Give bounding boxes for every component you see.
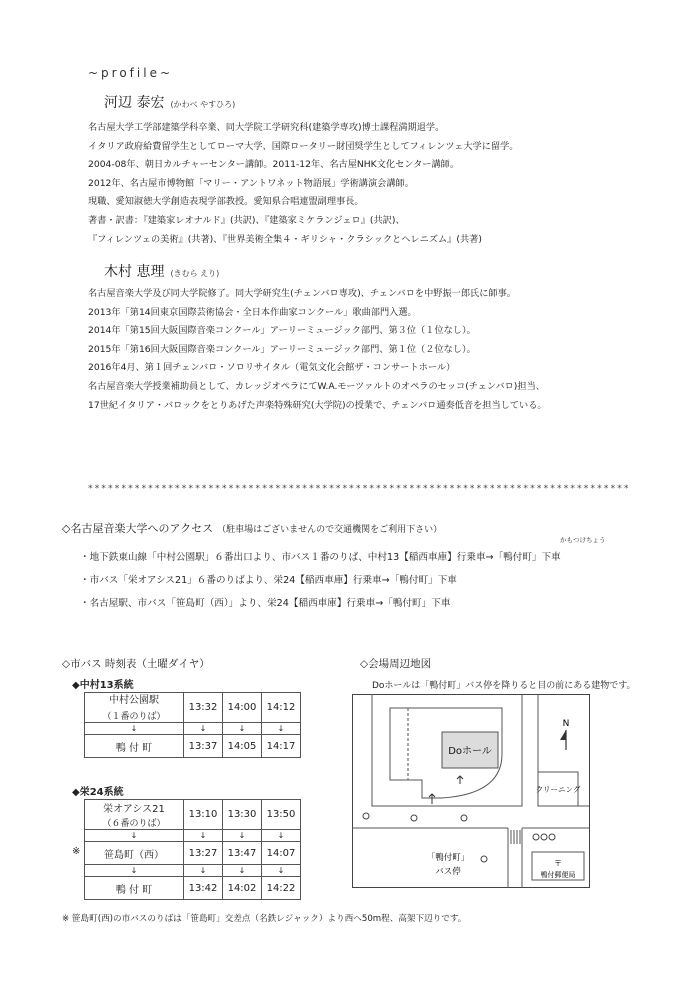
- bio-line: 17世紀イタリア・バロックをとりあげた声楽特殊研究(大学院)の授業で、チェンバロ通奏低音を担当している。: [88, 399, 547, 411]
- arrow: ↓: [85, 723, 184, 735]
- route2-middle: 13:27: [184, 842, 223, 865]
- venue-map: [352, 694, 590, 888]
- north-label: N: [562, 719, 570, 729]
- route2-arrive: 13:42: [184, 877, 223, 900]
- bio-line: 2016年4月、第１回チェンバロ・ソロリサイタル（電気文化会館ザ・コンサートホール）: [88, 362, 456, 374]
- bio-line: 2015年「第16回大阪国際音楽コンクール」アーリーミュージック部門、第１位（２位なし）。: [88, 343, 476, 355]
- bio-line: イタリア政府給費留学生としてローマ大学、国際ロータリー財団奨学生としてフィレンツェ大学に留学。: [88, 140, 519, 152]
- route2-table: [84, 799, 301, 900]
- timetable-title: ◇市バス 時刻表（土曜ダイヤ）: [62, 658, 210, 670]
- arrow: ↓: [85, 830, 184, 842]
- route1-stop1-sub: （１番のりば）: [85, 709, 184, 723]
- bio-line: 現職、愛知淑徳大学創造表現学部教授。愛知県合唱連盟副理事長。: [88, 196, 364, 208]
- route1-depart: 13:32: [184, 693, 223, 723]
- bio-line: 名古屋音楽大学及び同大学院修了。同大学研究生(チェンバロ専攻)、チェンバロを中野振一郎氏に師事。: [88, 288, 516, 299]
- access-title: ◇名古屋音楽大学へのアクセス: [62, 522, 214, 535]
- route2-stop-last: 鴨 付 町: [85, 877, 184, 900]
- furigana: かもつけちょう: [560, 536, 606, 544]
- person2-kana: (きむら えり): [170, 269, 220, 278]
- footnote: ※ 笹島町(西)の市バスのりばは「笹島町」交差点（名鉄レジャック）より西へ50m程、高架下辺りです。: [62, 914, 467, 924]
- route1-arrive: 14:05: [223, 735, 262, 758]
- separator: *********************************************************************************: [88, 484, 631, 494]
- access-note: （駐車場はございませんので交通機関をご利用下さい）: [217, 525, 443, 535]
- person1-bio: [88, 119, 518, 249]
- access-title-block: [62, 520, 442, 536]
- stop2-mark: ※: [72, 846, 81, 857]
- cleaning-label: クリーニング: [535, 785, 581, 794]
- bio-line: 名古屋音楽大学授業補助員として、カレッジオペラにてW.A.モーツァルトのオペラのセッコ(チェンバロ)担当、: [88, 380, 545, 392]
- post-office-label: 鴨付郵便局: [540, 871, 576, 879]
- bio-line: 2012年、名古屋市博物館「マリー・アントワネット物語展」学術講演会講師。: [88, 177, 414, 189]
- route1-table: [84, 692, 301, 758]
- arrow: ↓: [262, 830, 301, 842]
- arrow: ↓: [223, 865, 262, 877]
- arrow: ↓: [184, 723, 223, 735]
- arrow: ↓: [184, 865, 223, 877]
- bio-line: 『フィレンツェの美術』(共著)、『世界美術全集４・ギリシャ・クラシックとヘレニズム』(共著): [88, 233, 482, 245]
- person1-name: 河辺 泰宏: [104, 95, 165, 111]
- bio-line: 名古屋大学工学部建築学科卒業、同大学院工学研究科(建築学専攻)博士課程満期退学。: [88, 122, 445, 133]
- route1-stop1: 中村公園駅: [85, 693, 184, 709]
- route1-depart: 14:12: [262, 693, 301, 723]
- route1-depart: 14:00: [223, 693, 262, 723]
- bus-stop-sub: バス停: [435, 867, 461, 877]
- bio-line: 2013年「第14回東京国際芸術協会・全日本作曲家コンクール」歌曲部門入選。: [88, 306, 417, 318]
- route1-arrive: 13:37: [184, 735, 223, 758]
- route2-title: ◆栄24系統: [72, 787, 124, 798]
- person2-bio: [88, 285, 547, 415]
- arrow: ↓: [223, 830, 262, 842]
- arrow: ↓: [184, 830, 223, 842]
- route2-depart: 13:30: [223, 800, 262, 830]
- bio-line: 2004-08年、朝日カルチャーセンター講師。2011-12年、名古屋NHK文化センター講師。: [88, 159, 460, 171]
- arrow: ↓: [223, 723, 262, 735]
- profile-heading: ~profile~: [88, 66, 174, 80]
- route2-stop1-sub: （６番のりば）: [85, 816, 184, 830]
- post-office-icon: 〒: [554, 859, 562, 868]
- route1-arrive: 14:17: [262, 735, 301, 758]
- route-line: ・市バス「栄オアシス21」６番のりばより、栄24【稲西車庫】行乗車→「鴨付町」下車: [80, 575, 457, 586]
- route2-depart: 13:10: [184, 800, 223, 830]
- arrow: ↓: [262, 865, 301, 877]
- map-note: Doホールは「鴨付町」バス停を降りると目の前にある建物です。: [372, 681, 636, 691]
- route2-arrive: 14:22: [262, 877, 301, 900]
- route2-depart: 13:50: [262, 800, 301, 830]
- person1-kana: (かわべ やすひろ): [170, 100, 236, 109]
- access-routes: [80, 546, 561, 615]
- route2-middle: 14:07: [262, 842, 301, 865]
- route1-title: ◆中村13系統: [72, 680, 134, 691]
- route2-stop2: 笹島町（西）: [85, 842, 184, 865]
- route-line: ・名古屋駅、市バス「笹島町（西）」より、栄24【稲西車庫】行乗車→「鴨付町」下車: [80, 598, 451, 609]
- arrow: ↓: [85, 865, 184, 877]
- bio-line: 2014年「第15回大阪国際音楽コンクール」アーリーミュージック部門、第３位（１位なし）。: [88, 325, 476, 337]
- route2-middle: 13:47: [223, 842, 262, 865]
- person2-name: 木村 恵理: [104, 264, 165, 280]
- map-title: ◇会場周辺地図: [360, 658, 432, 670]
- person2-name-block: [104, 261, 219, 281]
- arrow: ↓: [262, 723, 301, 735]
- route-line: ・地下鉄東山線「中村公園駅」６番出口より、市バス１番のりば、中村13【稲西車庫】行乗車→「鴨付町」下車: [80, 552, 561, 563]
- route2-arrive: 14:02: [223, 877, 262, 900]
- bio-line: 著書・訳書：『建築家レオナルド』(共訳)、『建築家ミケランジェロ』(共訳)、: [88, 214, 405, 226]
- hall-label: Doホール: [448, 746, 492, 757]
- route1-stop-last: 鴨 付 町: [85, 735, 184, 758]
- person1-name-block: [104, 92, 235, 112]
- route2-stop1: 栄オアシス21: [85, 800, 184, 816]
- bus-stop-label: 「鴨付町」: [426, 853, 470, 863]
